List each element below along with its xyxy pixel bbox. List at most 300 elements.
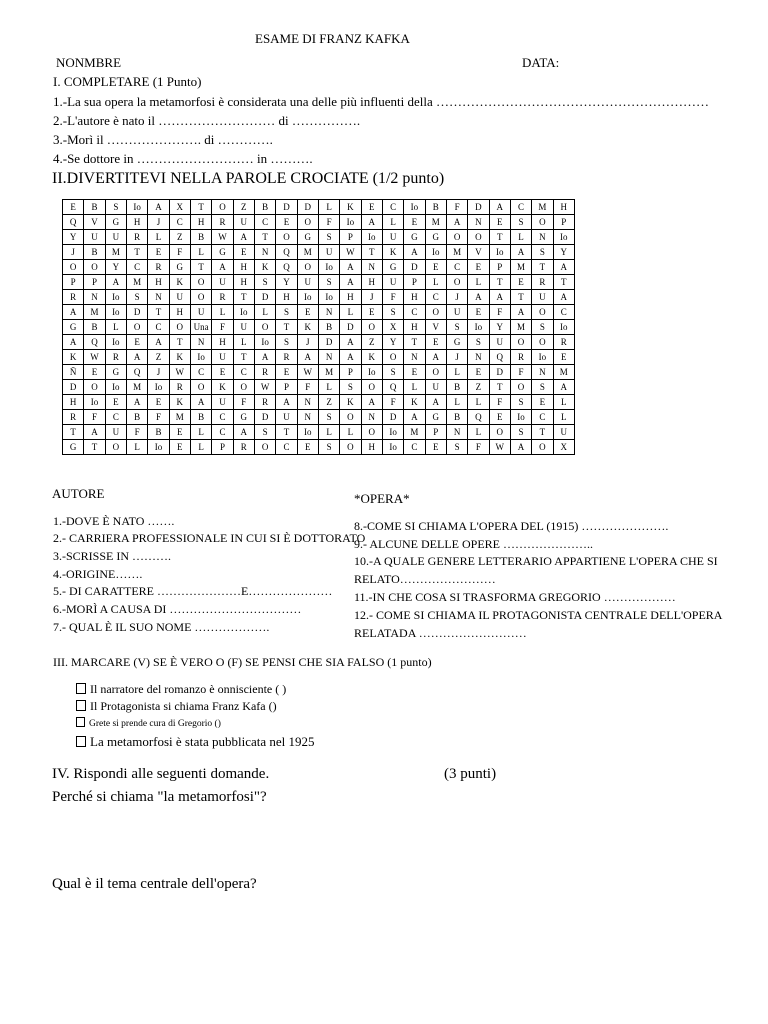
grid-cell: L [190,245,211,260]
grid-cell: T [84,440,105,455]
grid-cell: A [126,350,147,365]
grid-cell: E [84,365,105,380]
grid-cell: O [254,440,275,455]
grid-cell: O [212,200,233,215]
grid-cell: O [84,380,105,395]
grid-cell: J [297,335,318,350]
grid-cell: M [84,305,105,320]
grid-cell: H [190,215,211,230]
grid-cell: F [489,305,510,320]
grid-cell: Io [404,200,425,215]
grid-cell: Io [340,215,361,230]
grid-cell: N [404,350,425,365]
grid-cell: Z [148,350,169,365]
checkbox-icon[interactable] [76,700,86,711]
grid-cell: P [276,380,297,395]
grid-cell: O [361,320,382,335]
grid-cell: H [404,320,425,335]
grid-cell: A [340,275,361,290]
grid-cell: B [425,200,446,215]
author-question: 6.-MORÌ A CAUSA DI …………………………… [53,602,302,616]
grid-cell: F [382,290,403,305]
grid-cell: L [446,365,467,380]
name-label: NONMBRE [56,55,122,70]
section-1-item: 2.-L'autore è nato il ……………………… di ……………. [53,113,361,128]
grid-cell: C [510,200,531,215]
grid-cell: U [276,410,297,425]
grid-row [63,215,575,230]
grid-cell: Io [425,245,446,260]
grid-cell: Io [553,230,574,245]
checkbox-icon[interactable] [76,717,85,727]
grid-cell: G [63,440,84,455]
grid-cell: Io [233,305,254,320]
grid-cell: J [148,365,169,380]
checkbox-icon[interactable] [76,683,86,694]
grid-cell: B [446,380,467,395]
grid-cell: U [233,215,254,230]
question-1: Perché si chiama "la metamorfosi"? [52,789,267,805]
grid-cell: N [318,350,339,365]
grid-cell: Io [190,350,211,365]
grid-cell: A [126,395,147,410]
grid-cell: F [169,245,190,260]
grid-cell: M [318,365,339,380]
grid-cell: R [63,410,84,425]
grid-cell: L [382,215,403,230]
grid-row [63,290,575,305]
grid-cell: S [532,380,553,395]
grid-cell: U [84,230,105,245]
grid-cell: S [446,440,467,455]
grid-cell: W [489,440,510,455]
true-false-item: Il narratore del romanzo è onnisciente ( ) [76,682,286,697]
grid-cell: A [297,350,318,365]
grid-cell: F [84,410,105,425]
grid-cell: F [468,440,489,455]
author-question: 1.-DOVE È NATO ……. [53,514,175,528]
grid-cell: W [169,365,190,380]
grid-cell: M [126,275,147,290]
grid-cell: T [190,260,211,275]
grid-cell: D [382,410,403,425]
grid-cell: G [425,230,446,245]
grid-cell: A [340,260,361,275]
grid-cell: E [404,365,425,380]
grid-cell: A [553,260,574,275]
grid-cell: H [361,275,382,290]
grid-cell: A [425,395,446,410]
grid-cell: Io [254,335,275,350]
grid-cell: L [510,230,531,245]
grid-cell: A [361,395,382,410]
grid-cell: J [63,245,84,260]
grid-cell: Io [105,335,126,350]
grid-cell: J [361,290,382,305]
grid-row [63,365,575,380]
grid-cell: P [84,275,105,290]
grid-cell: S [510,395,531,410]
grid-cell: Io [553,320,574,335]
grid-cell: R [212,290,233,305]
grid-cell: C [169,215,190,230]
grid-cell: E [532,395,553,410]
grid-cell: A [446,215,467,230]
grid-cell: F [233,395,254,410]
grid-cell: O [361,425,382,440]
section-1-item: 4.-Se dottore in ……………………… in ………. [53,151,313,166]
grid-cell: T [148,305,169,320]
grid-cell: H [212,335,233,350]
grid-cell: E [468,365,489,380]
grid-cell: E [404,215,425,230]
grid-cell: E [276,215,297,230]
grid-cell: B [190,230,211,245]
grid-cell: K [404,395,425,410]
grid-cell: U [212,350,233,365]
grid-cell: Q [382,380,403,395]
grid-cell: A [212,260,233,275]
grid-cell: Io [318,290,339,305]
grid-cell: S [510,215,531,230]
grid-cell: A [233,425,254,440]
grid-cell: L [340,425,361,440]
grid-cell: H [233,260,254,275]
grid-cell: P [425,425,446,440]
grid-cell: A [361,215,382,230]
grid-cell: Io [297,425,318,440]
grid-cell: C [404,440,425,455]
grid-cell: C [276,440,297,455]
grid-cell: B [126,410,147,425]
grid-cell: O [297,260,318,275]
grid-cell: Io [105,290,126,305]
grid-cell: K [340,395,361,410]
grid-cell: A [340,350,361,365]
work-question: RELATADA ……………………… [354,626,527,640]
section-4-points: (3 punti) [444,766,497,782]
grid-cell: O [532,440,553,455]
grid-cell: D [468,200,489,215]
grid-cell: Io [84,395,105,410]
date-label: DATA: [522,55,560,70]
grid-cell: M [297,245,318,260]
grid-cell: T [510,290,531,305]
grid-cell: R [63,290,84,305]
grid-cell: S [254,275,275,290]
grid-cell: Io [105,380,126,395]
grid-cell: T [126,245,147,260]
grid-cell: O [425,365,446,380]
grid-cell: P [212,440,233,455]
grid-cell: K [340,200,361,215]
grid-cell: U [233,320,254,335]
grid-cell: L [126,440,147,455]
grid-cell: B [148,425,169,440]
grid-cell: C [126,260,147,275]
grid-row [63,410,575,425]
grid-cell: E [276,365,297,380]
grid-cell: E [361,200,382,215]
grid-cell: F [212,320,233,335]
author-question: 2.- CARRIERA PROFESSIONALE IN CUI SI È DOTTORATO [53,531,366,545]
grid-cell: F [297,380,318,395]
grid-cell: N [318,305,339,320]
grid-cell: A [63,305,84,320]
grid-row [63,335,575,350]
grid-cell: G [63,320,84,335]
grid-row [63,425,575,440]
grid-cell: G [105,215,126,230]
grid-cell: U [105,230,126,245]
grid-cell: Io [148,380,169,395]
grid-cell: O [276,230,297,245]
grid-cell: Z [361,335,382,350]
grid-cell: Y [105,260,126,275]
grid-cell: U [212,275,233,290]
grid-cell: O [489,425,510,440]
grid-cell: L [404,380,425,395]
grid-cell: U [553,425,574,440]
grid-cell: Q [276,245,297,260]
grid-cell: E [169,440,190,455]
grid-cell: S [318,440,339,455]
grid-cell: E [361,305,382,320]
grid-cell: S [318,275,339,290]
grid-cell: Q [489,350,510,365]
grid-cell: Io [510,410,531,425]
grid-cell: R [276,350,297,365]
grid-cell: K [254,260,275,275]
grid-cell: A [233,230,254,245]
grid-cell: A [340,335,361,350]
grid-cell: S [382,305,403,320]
grid-cell: A [84,425,105,440]
grid-cell: N [532,365,553,380]
grid-cell: M [510,260,531,275]
grid-cell: F [446,200,467,215]
grid-cell: L [148,230,169,245]
grid-cell: N [297,395,318,410]
grid-cell: R [126,230,147,245]
grid-cell: T [489,275,510,290]
grid-cell: O [510,335,531,350]
grid-cell: N [84,290,105,305]
checkbox-icon[interactable] [76,736,86,747]
grid-cell: Y [276,275,297,290]
grid-cell: A [190,395,211,410]
grid-cell: Una [190,320,211,335]
grid-cell: J [446,350,467,365]
grid-cell: S [446,320,467,335]
grid-cell: O [382,350,403,365]
grid-cell: C [404,305,425,320]
grid-cell: M [510,320,531,335]
grid-row [63,350,575,365]
grid-cell: N [361,260,382,275]
grid-cell: T [233,290,254,305]
grid-cell: A [510,440,531,455]
grid-cell: E [489,215,510,230]
grid-row [63,320,575,335]
grid-cell: F [382,395,403,410]
grid-cell: H [233,275,254,290]
grid-cell: O [190,290,211,305]
grid-cell: Io [382,425,403,440]
grid-cell: C [382,200,403,215]
grid-cell: O [105,440,126,455]
grid-cell: Z [169,230,190,245]
grid-cell: L [446,395,467,410]
grid-cell: T [63,425,84,440]
grid-cell: K [169,395,190,410]
grid-cell: Io [126,200,147,215]
grid-row [63,380,575,395]
grid-cell: D [254,290,275,305]
grid-cell: Io [532,350,553,365]
grid-cell: K [297,320,318,335]
grid-cell: A [148,335,169,350]
author-question: 3.-SCRISSE IN ………. [53,549,172,563]
grid-cell: R [105,350,126,365]
grid-cell: E [425,335,446,350]
grid-cell: O [254,320,275,335]
grid-cell: T [404,335,425,350]
grid-cell: Q [126,365,147,380]
grid-cell: O [297,215,318,230]
grid-cell: C [190,365,211,380]
grid-cell: R [169,380,190,395]
grid-cell: G [404,230,425,245]
grid-cell: B [84,320,105,335]
grid-cell: U [532,290,553,305]
work-question: 10.-A QUALE GENERE LETTERARIO APPARTIENE L'OPERA CHE SI [354,554,718,568]
grid-cell: O [446,230,467,245]
grid-cell: E [148,245,169,260]
grid-cell: B [84,245,105,260]
grid-row [63,305,575,320]
work-question: 9.- ALCUNE DELLE OPERE ………………….. [354,537,593,551]
grid-cell: Io [297,290,318,305]
grid-cell: W [212,230,233,245]
grid-cell: A [489,290,510,305]
grid-cell: A [105,275,126,290]
grid-cell: G [105,365,126,380]
grid-cell: O [446,275,467,290]
grid-cell: F [148,410,169,425]
grid-cell: L [425,275,446,290]
grid-cell: O [190,380,211,395]
grid-cell: X [382,320,403,335]
section-1-heading: I. COMPLETARE (1 Punto) [53,74,202,89]
word-search-grid [62,199,575,455]
grid-cell: N [148,290,169,305]
grid-cell: Z [233,200,254,215]
grid-cell: H [63,395,84,410]
grid-cell: H [553,200,574,215]
grid-cell: A [63,335,84,350]
grid-cell: U [425,380,446,395]
grid-cell: F [126,425,147,440]
grid-cell: E [126,335,147,350]
section-1-item: 3.-Morì il …………………. di …………. [53,132,273,147]
grid-cell: V [425,320,446,335]
grid-cell: Io [468,320,489,335]
grid-cell: M [169,410,190,425]
grid-cell: O [169,320,190,335]
grid-cell: B [446,410,467,425]
grid-cell: R [532,275,553,290]
grid-cell: U [169,290,190,305]
grid-cell: L [468,395,489,410]
grid-cell: D [276,200,297,215]
grid-cell: C [212,410,233,425]
grid-cell: L [190,425,211,440]
author-question: 5.- DI CARATTERE …………………E………………… [53,584,333,598]
work-question: 12.- COME SI CHIAMA IL PROTAGONISTA CENTRALE DELL'OPERA [354,608,723,622]
grid-cell: R [233,440,254,455]
grid-cell: Io [105,305,126,320]
grid-cell: Q [63,215,84,230]
grid-cell: A [148,200,169,215]
grid-cell: C [425,290,446,305]
grid-cell: S [105,200,126,215]
grid-cell: G [446,335,467,350]
grid-cell: K [212,380,233,395]
grid-cell: Io [382,440,403,455]
grid-cell: K [382,245,403,260]
grid-cell: N [532,230,553,245]
grid-cell: S [382,365,403,380]
grid-row [63,275,575,290]
grid-cell: Y [382,335,403,350]
grid-cell: L [468,425,489,440]
grid-cell: U [105,425,126,440]
grid-cell: E [297,305,318,320]
grid-cell: L [105,320,126,335]
grid-cell: A [254,350,275,365]
grid-cell: L [318,425,339,440]
grid-cell: E [553,350,574,365]
grid-cell: D [318,335,339,350]
grid-cell: Y [553,245,574,260]
grid-cell: M [446,245,467,260]
question-2: Qual è il tema centrale dell'opera? [52,876,257,892]
grid-cell: G [212,245,233,260]
grid-cell: R [212,215,233,230]
grid-cell: H [340,290,361,305]
grid-cell: K [63,350,84,365]
grid-cell: O [84,260,105,275]
grid-cell: F [510,365,531,380]
grid-cell: F [489,395,510,410]
grid-cell: K [361,350,382,365]
grid-cell: A [425,350,446,365]
grid-cell: L [233,335,254,350]
grid-cell: P [404,275,425,290]
grid-cell: U [190,305,211,320]
grid-cell: H [276,290,297,305]
grid-cell: M [553,365,574,380]
grid-cell: E [63,200,84,215]
grid-cell: E [105,395,126,410]
grid-cell: X [169,200,190,215]
grid-cell: C [148,320,169,335]
page-title: ESAME DI FRANZ KAFKA [255,31,410,46]
grid-cell: R [148,260,169,275]
grid-cell: S [468,335,489,350]
grid-row [63,200,575,215]
